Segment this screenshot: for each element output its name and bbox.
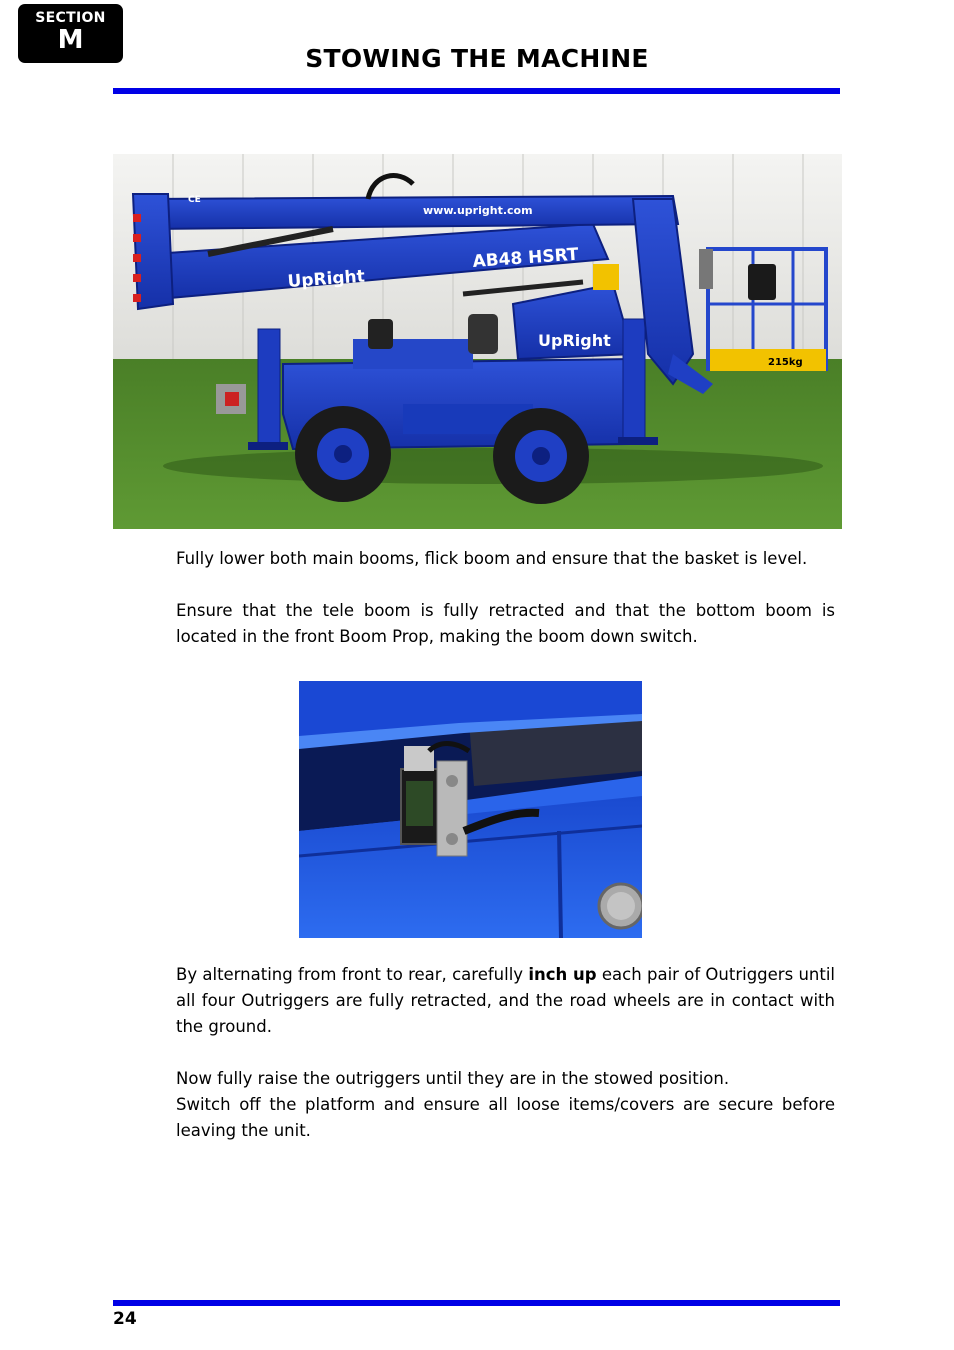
- outriggers-text-end: each pair of Outriggers until all four Outriggers are fully retracted, and the road wheels are in contact with the ground.: [176, 965, 836, 1036]
- ce-mark: CE: [188, 195, 201, 205]
- turret-brand-text: UpRight: [538, 331, 611, 350]
- load-label: 215kg: [768, 357, 803, 368]
- machine-photo: [113, 154, 842, 529]
- model-text: AB48 HSRT: [471, 244, 580, 272]
- boom-switch-photo: [299, 681, 642, 938]
- rear-wheel: [295, 406, 391, 502]
- machine-illustration: [113, 154, 842, 529]
- section-letter: M: [57, 25, 84, 55]
- paragraph-outriggers: [176, 962, 835, 1040]
- paragraph-tele-boom: Ensure that the tele boom is fully retracted and that the bottom boom is located in the front Boom Prop, making the boom down switch.: [176, 601, 835, 646]
- inch-up-emphasis: inch up: [528, 965, 597, 984]
- boom-down-switch: [401, 746, 467, 856]
- outriggers-text-start: By alternating from front to rear, carefully: [176, 965, 529, 984]
- paragraph-lower-booms: Fully lower both main booms, flick boom and ensure that the basket is level.: [176, 549, 808, 568]
- boom-url-text: www.upright.com: [423, 204, 533, 217]
- stow-line-2: Switch off the platform and ensure all loose items/covers are secure before leaving the unit.: [176, 1095, 835, 1140]
- page-number: 24: [113, 1309, 137, 1329]
- section-label: SECTION: [35, 10, 106, 26]
- paragraph-stow: [176, 1066, 835, 1144]
- page-title: STOWING THE MACHINE: [305, 44, 649, 73]
- front-wheel: [493, 408, 589, 504]
- header-rule: [113, 88, 840, 94]
- switch-illustration: [299, 681, 642, 938]
- boom-brand-text: UpRight: [286, 266, 366, 292]
- stow-line-1: Now fully raise the outriggers until they are in the stowed position.: [176, 1069, 730, 1088]
- footer-rule: [113, 1300, 840, 1306]
